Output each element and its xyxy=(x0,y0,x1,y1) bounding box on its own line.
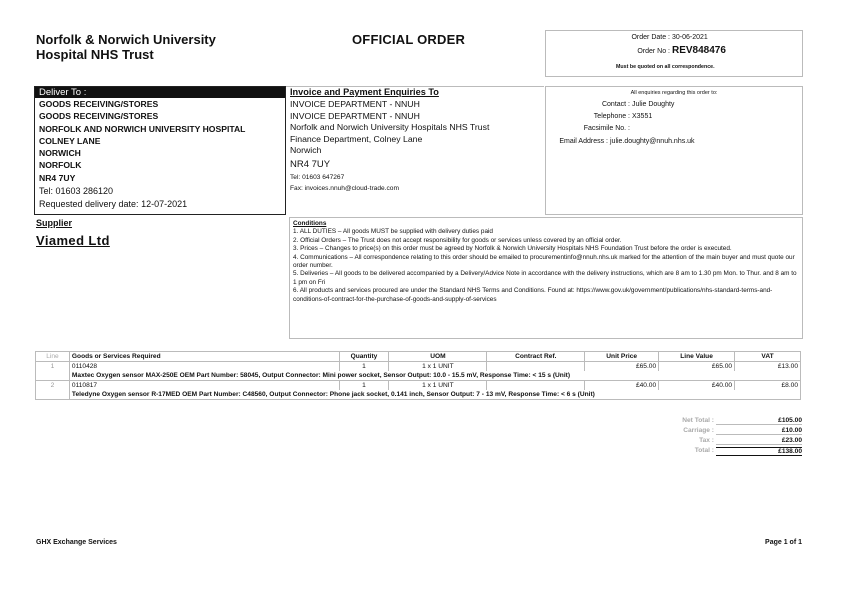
order-no-label: Order No : xyxy=(637,48,670,55)
conditions-heading: Conditions xyxy=(293,220,327,227)
contact-label: Contact : xyxy=(601,101,630,108)
order-date-label: Order Date : xyxy=(631,34,670,41)
footer-provider: GHX Exchange Services xyxy=(36,539,117,546)
table-header-row xyxy=(36,352,801,362)
organisation-name-line1: Norfolk & Norwich University xyxy=(36,32,216,47)
item-contract-ref xyxy=(487,362,585,372)
table-row xyxy=(36,362,801,372)
facsimile-label: Facsimile No. : xyxy=(583,125,630,132)
column-header-line: Line xyxy=(36,352,70,362)
table-row-description xyxy=(36,371,801,381)
invoice-fax: Fax: invoices.nnuh@cloud-trade.com xyxy=(290,184,399,192)
totals-block xyxy=(640,417,802,457)
requested-delivery-date: Requested delivery date: 12-07-2021 xyxy=(39,199,188,210)
conditions-box xyxy=(289,217,803,339)
item-contract-ref xyxy=(487,381,585,391)
condition-item: 2. Official Orders – The Trust does not accept responsibility for goods or services unless covered by an official order. xyxy=(293,236,622,244)
order-no-note: Must be quoted on all correspondence. xyxy=(616,64,715,70)
item-code: 0110428 xyxy=(69,362,339,372)
condition-item: 4. Communications – All correspondence relating to this order should be emailed to procurementinfo@nnuh.nhs.uk marked for the attention of the main buyer and must quote our order number. xyxy=(293,253,795,270)
condition-item: 3. Prices – Changes to price(s) on this order must be agreed by Norfolk & Norwich University Hospitals NHS Foundation Trust before the order is executed. xyxy=(293,245,732,253)
tax-value: £23.00 xyxy=(716,437,802,445)
deliver-to-heading: Deliver To : xyxy=(35,87,285,98)
order-items-table xyxy=(35,351,801,400)
column-header-line-value: Line Value xyxy=(659,352,735,362)
page-number: Page 1 of 1 xyxy=(765,539,802,546)
condition-item: 6. All products and services procured are under the Standard NHS Terms and Conditions. Found at: https://www.gov.uk/government/publications/nhs-standard-terms-and-conditions-of-contract-for-the-purchase-of-goods-and-supply-of-services xyxy=(293,287,773,303)
net-total-label: Net Total : xyxy=(682,417,714,424)
invoice-heading: Invoice and Payment Enquiries To xyxy=(290,87,439,97)
line-number: 2 xyxy=(36,381,70,391)
order-info-box xyxy=(545,30,803,77)
invoice-address-line: NR4 7UY xyxy=(290,158,331,170)
column-header-goods: Goods or Services Required xyxy=(69,352,339,362)
item-description: Teledyne Oxygen sensor R-17MED OEM Part Number: C48560, Output Connector: Phone jack socket, 0.141 inch, Sensor Output: 7 - 13 mV, Response Time: < 6 s (Unit) xyxy=(69,390,800,400)
invoice-address-line: INVOICE DEPARTMENT - NNUH xyxy=(290,110,420,121)
carriage-label: Carriage : xyxy=(683,427,714,434)
supplier-label: Supplier xyxy=(36,218,73,228)
email-label: Email Address : xyxy=(559,138,608,145)
net-total-row xyxy=(640,417,802,427)
line-number: 1 xyxy=(36,362,70,372)
document-title: OFFICIAL ORDER xyxy=(352,32,466,47)
column-header-vat: VAT xyxy=(735,352,801,362)
deliver-address-line: GOODS RECEIVING/STORES xyxy=(39,111,159,122)
organisation-name xyxy=(36,32,216,62)
invoice-enquiries-box xyxy=(286,86,544,214)
carriage-value: £10.00 xyxy=(716,427,802,435)
deliver-to-address xyxy=(35,98,285,184)
deliver-address-line: NORWICH xyxy=(39,148,81,159)
organisation-name-line2: Hospital NHS Trust xyxy=(36,47,154,62)
column-header-quantity: Quantity xyxy=(339,352,389,362)
deliver-address-line: GOODS RECEIVING/STORES xyxy=(39,99,159,109)
tax-row xyxy=(640,437,802,447)
item-quantity: 1 xyxy=(339,362,389,372)
item-uom: 1 x 1 UNIT xyxy=(389,381,487,391)
item-unit-price: £65.00 xyxy=(585,362,659,372)
invoice-address-line: Norwich xyxy=(290,145,322,156)
grand-total-row xyxy=(640,447,802,457)
item-code: 0110817 xyxy=(69,381,339,391)
item-uom: 1 x 1 UNIT xyxy=(389,362,487,372)
email-value[interactable]: julie.doughty@nnuh.nhs.uk xyxy=(610,138,695,145)
item-description: Maxtec Oxygen sensor MAX-250E OEM Part Number: 58045, Output Connector: Mini power socket, Sensor Output: 10.0 - 15.5 mV, Response Time: < 15 s (Unit) xyxy=(69,371,800,381)
item-unit-price: £40.00 xyxy=(585,381,659,391)
condition-item: 1. ALL DUTIES – All goods MUST be supplied with delivery duties paid xyxy=(293,228,493,236)
deliver-address-line: NORFOLK AND NORWICH UNIVERSITY HOSPITAL xyxy=(39,123,246,134)
tax-label: Tax : xyxy=(699,437,714,444)
deliver-to-box xyxy=(34,86,286,215)
grand-total-label: Total : xyxy=(694,447,714,454)
carriage-row xyxy=(640,427,802,437)
deliver-telephone: Tel: 01603 286120 xyxy=(39,186,114,197)
invoice-address xyxy=(286,99,544,172)
condition-item: 5. Deliveries – All goods to be delivered accompanied by a Delivery/Advice Note in accordance with the delivery instructions, which are 8 am to 1.30 pm Mon. to Thur. and 8 am to 1 pm on Fri xyxy=(293,270,797,286)
telephone-label: Telephone : xyxy=(593,113,630,120)
invoice-address-line: Norfolk and Norwich University Hospitals NHS Trust xyxy=(290,122,490,133)
item-vat: £8.00 xyxy=(735,381,801,391)
deliver-address-line: NR4 7UY xyxy=(39,172,76,183)
item-quantity: 1 xyxy=(339,381,389,391)
item-line-value: £65.00 xyxy=(659,362,735,372)
deliver-address-line: NORFOLK xyxy=(39,160,82,171)
invoice-telephone: Tel: 01603 647267 xyxy=(290,173,345,181)
enquiries-box xyxy=(545,86,803,215)
net-total-value: £105.00 xyxy=(716,417,802,425)
table-row-description xyxy=(36,390,801,400)
invoice-address-line: Finance Department, Colney Lane xyxy=(290,133,423,144)
contact-value: Julie Doughty xyxy=(632,101,675,108)
deliver-address-line: COLNEY LANE xyxy=(39,135,101,146)
column-header-unit-price: Unit Price xyxy=(585,352,659,362)
grand-total-value: £138.00 xyxy=(716,447,802,456)
supplier-name: Viamed Ltd xyxy=(36,233,110,248)
order-date-value: 30-06-2021 xyxy=(672,34,708,41)
telephone-value: X3551 xyxy=(632,113,653,120)
item-vat: £13.00 xyxy=(735,362,801,372)
column-header-uom: UOM xyxy=(389,352,487,362)
invoice-address-line: INVOICE DEPARTMENT - NNUH xyxy=(290,99,420,109)
column-header-contract-ref: Contract Ref. xyxy=(487,352,585,362)
table-row xyxy=(36,381,801,391)
order-no-value: REV848476 xyxy=(672,45,726,56)
item-line-value: £40.00 xyxy=(659,381,735,391)
enquiries-note: All enquiries regarding this order to: xyxy=(630,90,718,96)
